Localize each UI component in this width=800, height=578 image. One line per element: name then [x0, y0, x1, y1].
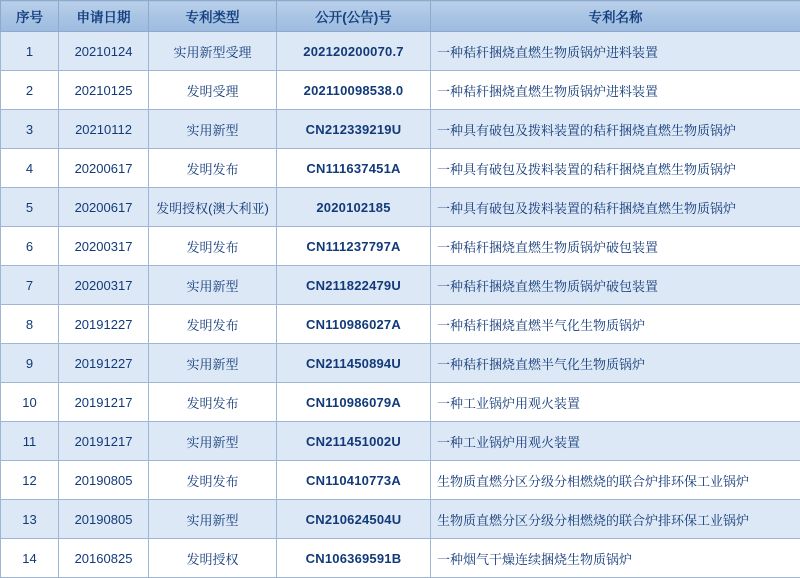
cell-patent-name: 生物质直燃分区分级分相燃烧的联合炉排环保工业锅炉	[431, 500, 800, 539]
table-row	[1, 266, 800, 305]
cell-publication-number: CN110986079A	[277, 383, 431, 422]
cell-application-date: 20210125	[59, 71, 149, 110]
cell-publication-number: CN211822479U	[277, 266, 431, 305]
cell-application-date: 20191217	[59, 422, 149, 461]
cell-publication-number: 2020102185	[277, 188, 431, 227]
cell-publication-number: CN111637451A	[277, 149, 431, 188]
cell-patent-type: 发明受理	[149, 71, 277, 110]
cell-patent-name: 一种工业锅炉用观火装置	[431, 383, 800, 422]
cell-patent-type: 发明发布	[149, 227, 277, 266]
cell-publication-number: 202120200070.7	[277, 32, 431, 71]
cell-publication-number: CN211450894U	[277, 344, 431, 383]
column-header-seq: 序号	[1, 1, 59, 32]
column-header-patent-name: 专利名称	[431, 1, 800, 32]
cell-seq: 10	[1, 383, 59, 422]
cell-seq: 12	[1, 461, 59, 500]
cell-seq: 2	[1, 71, 59, 110]
cell-publication-number: CN111237797A	[277, 227, 431, 266]
cell-seq: 9	[1, 344, 59, 383]
cell-patent-name: 一种秸秆捆烧直燃生物质锅炉进料装置	[431, 32, 800, 71]
cell-patent-type: 实用新型	[149, 266, 277, 305]
table-row	[1, 32, 800, 71]
table-row	[1, 422, 800, 461]
cell-patent-name: 一种秸秆捆烧直燃半气化生物质锅炉	[431, 344, 800, 383]
cell-application-date: 20200317	[59, 266, 149, 305]
cell-seq: 3	[1, 110, 59, 149]
cell-patent-name: 一种秸秆捆烧直燃半气化生物质锅炉	[431, 305, 800, 344]
table-row	[1, 149, 800, 188]
cell-patent-name: 一种秸秆捆烧直燃生物质锅炉破包装置	[431, 266, 800, 305]
cell-publication-number: CN106369591B	[277, 539, 431, 578]
table-row	[1, 71, 800, 110]
table-row	[1, 227, 800, 266]
cell-application-date: 20190805	[59, 461, 149, 500]
cell-patent-name: 生物质直燃分区分级分相燃烧的联合炉排环保工业锅炉	[431, 461, 800, 500]
cell-patent-type: 发明发布	[149, 383, 277, 422]
cell-patent-type: 发明发布	[149, 305, 277, 344]
cell-patent-type: 实用新型	[149, 344, 277, 383]
column-header-publication-number: 公开(公告)号	[277, 1, 431, 32]
cell-application-date: 20191217	[59, 383, 149, 422]
cell-application-date: 20200617	[59, 149, 149, 188]
cell-application-date: 20210124	[59, 32, 149, 71]
cell-patent-name: 一种秸秆捆烧直燃生物质锅炉破包装置	[431, 227, 800, 266]
table-row	[1, 500, 800, 539]
cell-application-date: 20200317	[59, 227, 149, 266]
table-row	[1, 188, 800, 227]
cell-patent-name: 一种工业锅炉用观火装置	[431, 422, 800, 461]
cell-patent-type: 发明发布	[149, 149, 277, 188]
table-header-row	[1, 1, 800, 32]
cell-application-date: 20160825	[59, 539, 149, 578]
table-row	[1, 344, 800, 383]
cell-seq: 11	[1, 422, 59, 461]
cell-patent-type: 实用新型受理	[149, 32, 277, 71]
cell-patent-name: 一种秸秆捆烧直燃生物质锅炉进料装置	[431, 71, 800, 110]
cell-patent-name: 一种具有破包及拨料装置的秸秆捆烧直燃生物质锅炉	[431, 149, 800, 188]
cell-seq: 5	[1, 188, 59, 227]
cell-patent-type: 实用新型	[149, 110, 277, 149]
cell-application-date: 20191227	[59, 344, 149, 383]
cell-publication-number: CN110410773A	[277, 461, 431, 500]
table-row	[1, 110, 800, 149]
cell-patent-name: 一种具有破包及拨料装置的秸秆捆烧直燃生物质锅炉	[431, 188, 800, 227]
cell-application-date: 20190805	[59, 500, 149, 539]
cell-seq: 1	[1, 32, 59, 71]
cell-application-date: 20200617	[59, 188, 149, 227]
table-header	[1, 1, 800, 32]
table-body	[1, 32, 800, 578]
table-row	[1, 539, 800, 578]
column-header-patent-type: 专利类型	[149, 1, 277, 32]
cell-publication-number: 202110098538.0	[277, 71, 431, 110]
table-row	[1, 383, 800, 422]
cell-publication-number: CN210624504U	[277, 500, 431, 539]
cell-patent-name: 一种具有破包及拨料装置的秸秆捆烧直燃生物质锅炉	[431, 110, 800, 149]
cell-seq: 8	[1, 305, 59, 344]
cell-publication-number: CN211451002U	[277, 422, 431, 461]
cell-seq: 14	[1, 539, 59, 578]
cell-seq: 6	[1, 227, 59, 266]
cell-seq: 4	[1, 149, 59, 188]
cell-application-date: 20191227	[59, 305, 149, 344]
table-row	[1, 305, 800, 344]
cell-application-date: 20210112	[59, 110, 149, 149]
table-row	[1, 461, 800, 500]
cell-patent-name: 一种烟气干燥连续捆烧生物质锅炉	[431, 539, 800, 578]
cell-publication-number: CN110986027A	[277, 305, 431, 344]
cell-publication-number: CN212339219U	[277, 110, 431, 149]
cell-seq: 13	[1, 500, 59, 539]
cell-patent-type: 实用新型	[149, 422, 277, 461]
cell-patent-type: 发明授权	[149, 539, 277, 578]
cell-patent-type: 实用新型	[149, 500, 277, 539]
column-header-application-date: 申请日期	[59, 1, 149, 32]
cell-patent-type: 发明授权(澳大利亚)	[149, 188, 277, 227]
cell-patent-type: 发明发布	[149, 461, 277, 500]
cell-seq: 7	[1, 266, 59, 305]
